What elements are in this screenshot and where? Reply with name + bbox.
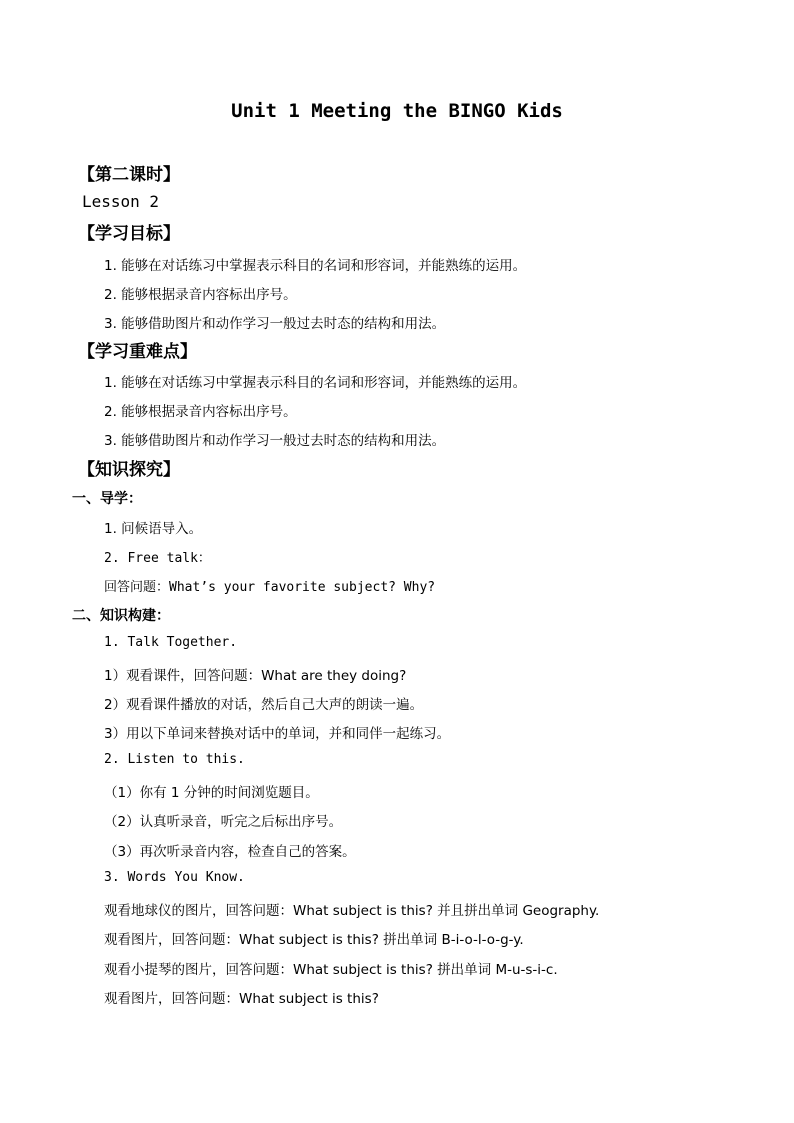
part2-item: 1. Talk Together. <box>104 635 238 650</box>
objective-item: 1. 能够在对话练习中掌握表示科目的名词和形容词，并能熟练的运用。 <box>104 258 527 274</box>
key-point-item: 2. 能够根据录音内容标出序号。 <box>104 404 297 420</box>
part2-item: 观看图片，回答问题：What subject is this? 拼出单词 B-i-o-l-o-g-y. <box>104 932 524 948</box>
part2-item: （2）认真听录音，听完之后标出序号。 <box>104 814 343 830</box>
part2-item: （1）你有 1 分钟的时间浏览题目。 <box>104 785 319 801</box>
objective-item: 2. 能够根据录音内容标出序号。 <box>104 287 297 303</box>
part2-item: 观看图片，回答问题：What subject is this? <box>104 991 379 1007</box>
part2-item: 2. Listen to this. <box>104 752 245 767</box>
part2-item: （3）再次听录音内容，检查自己的答案。 <box>104 844 356 860</box>
part2-item: 观看地球仪的图片，回答问题：What subject is this? 并且拼出单词 Geography. <box>104 903 600 919</box>
part2-item: 3）用以下单词来替换对话中的单词，并和同伴一起练习。 <box>104 726 451 742</box>
part1-heading: 一、导学： <box>72 491 142 507</box>
part2-item: 2）观看课件播放的对话，然后自己大声的朗读一遍。 <box>104 697 424 713</box>
key-point-item: 3. 能够借助图片和动作学习一般过去时态的结构和用法。 <box>104 433 446 449</box>
part2-item: 观看小提琴的图片，回答问题：What subject is this? 拼出单词 M-u-s-i-c. <box>104 962 558 978</box>
part2-item: 3. Words You Know. <box>104 870 245 885</box>
objective-item: 3. 能够借助图片和动作学习一般过去时态的结构和用法。 <box>104 316 446 332</box>
key-points-heading: 【学习重难点】 <box>78 342 197 362</box>
part2-item: 1）观看课件，回答问题：What are they doing? <box>104 668 407 684</box>
lesson-period-heading: 【第二课时】 <box>78 165 180 185</box>
lesson-label: Lesson 2 <box>82 192 160 211</box>
part1-item: 回答问题：What’s your favorite subject? Why? <box>104 580 436 595</box>
document-title: Unit 1 Meeting the BINGO Kids <box>231 100 563 122</box>
part2-heading: 二、知识构建： <box>72 608 170 624</box>
key-point-item: 1. 能够在对话练习中掌握表示科目的名词和形容词，并能熟练的运用。 <box>104 375 527 391</box>
part1-item: 1. 问候语导入。 <box>104 521 203 537</box>
exploration-heading: 【知识探究】 <box>78 460 180 480</box>
objectives-heading: 【学习目标】 <box>78 224 180 244</box>
part1-item: 2. Free talk： <box>104 551 211 566</box>
